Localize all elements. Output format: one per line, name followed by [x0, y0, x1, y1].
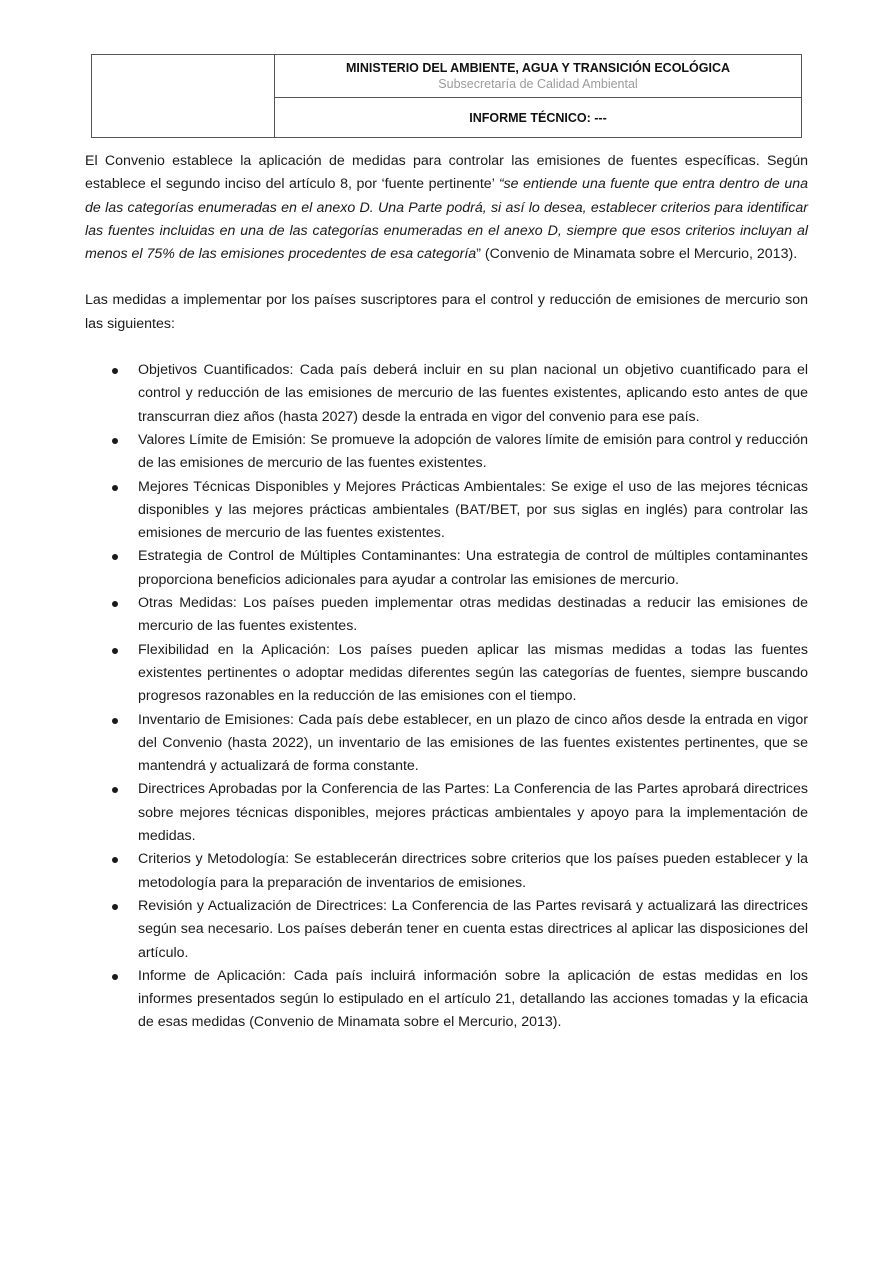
list-item: [85, 848, 808, 895]
bullet-icon: [112, 974, 118, 980]
list-item-text: Estrategia de Control de Múltiples Contaminantes: Una estrategia de control de múltiples contaminantes proporciona beneficios adicionales para ayudar a controlar las emisiones de mercurio.: [138, 548, 808, 588]
document-body: [85, 150, 808, 1035]
list-item-text: Valores Límite de Emisión: Se promueve la adopción de valores límite de emisión para control y reducción de las emisiones de mercurio de las fuentes existentes.: [138, 431, 808, 472]
header-title-column: [275, 55, 801, 137]
bullet-icon: [112, 718, 118, 724]
bullet-icon: [112, 648, 118, 654]
ministry-name: MINISTERIO DEL AMBIENTE, AGUA Y TRANSICIÓN ECOLÓGICA: [345, 61, 731, 75]
list-item: [85, 476, 808, 546]
list-item-text: Revisión y Actualización de Directrices: La Conferencia de las Partes revisará y actualizará las directrices según sea necesario. Los países deberán tener en cuenta estas directrices al aplicar las disposiciones del artículo.: [138, 897, 808, 961]
subsecretaria-name: Subsecretaría de Calidad Ambiental: [438, 77, 638, 91]
bullet-icon: [112, 554, 118, 560]
bullet-icon: [112, 787, 118, 793]
list-item-text: Inventario de Emisiones: Cada país debe establecer, en un plazo de cinco años desde la entrada en vigor del Convenio (hasta 2022), un inventario de las emisiones de las fuentes existentes pertinentes, que se mantendrá y actualizará de forma constante.: [138, 711, 808, 775]
paragraph-quote: “se entiende una fuente que entra dentro de una de las categorías enumeradas en el anexo D. Una Parte podrá, si así lo desea, establecer criterios para identificar las fuentes incluidas en una de las categorías enumeradas en el anexo D, siempre que esos criterios incluyan al menos el 75% de las emisiones procedentes de esa categoría: [85, 176, 809, 263]
report-title: INFORME TÉCNICO: ---: [469, 110, 607, 125]
list-item-text: Directrices Aprobadas por la Conferencia de las Partes: La Conferencia de las Partes aprobará directrices sobre mejores técnicas disponibles, mejores prácticas ambientales y apoyo para la implementación de medidas.: [138, 781, 808, 845]
paragraph-convenio: [85, 150, 808, 266]
paragraph-intro: El Convenio establece la aplicación de medidas para controlar las emisiones de fuentes específicas. Según establece el segundo inciso del artículo 8, por ‘fuente pertinente’: [85, 153, 808, 193]
list-item: [85, 429, 808, 476]
bullet-icon: [112, 438, 118, 444]
bullet-icon: [112, 485, 118, 491]
header-table: [91, 54, 802, 138]
list-item-text: Flexibilidad en la Aplicación: Los países pueden aplicar las mismas medidas a todas las fuentes existentes pertinentes o adoptar medidas diferentes según las categorías de fuentes, siempre buscando progresos razonables en la reducción de las emisiones con el tiempo.: [138, 641, 808, 705]
list-item: [85, 709, 808, 779]
list-item: [85, 639, 808, 709]
list-item-text: Otras Medidas: Los países pueden implementar otras medidas destinadas a reducir las emisiones de mercurio de las fuentes existentes.: [138, 595, 808, 635]
paragraph-medidas: Las medidas a implementar por los países suscriptores para el control y reducción de emisiones de mercurio son las siguientes:: [85, 292, 808, 332]
bullet-icon: [112, 368, 118, 374]
list-item: [85, 592, 808, 639]
measures-list: [85, 359, 808, 1035]
header-title-cell: [275, 55, 801, 98]
list-item: [85, 965, 808, 1035]
list-item-text: Informe de Aplicación: Cada país incluirá información sobre la aplicación de estas medidas en los informes presentados según lo estipulado en el artículo 21, detallando las acciones tomadas y la eficacia de esas medidas (Convenio de Minamata sobre el Mercurio, 2013).: [138, 967, 808, 1031]
logo-cell: [92, 55, 275, 137]
bullet-icon: [112, 601, 118, 607]
list-item: [85, 778, 808, 848]
list-item-text: Criterios y Metodología: Se establecerán directrices sobre criterios que los países pueden establecer y la metodología para la preparación de inventarios de emisiones.: [138, 851, 808, 891]
list-item-text: Objetivos Cuantificados: Cada país deberá incluir en su plan nacional un objetivo cuantificado para el control y reducción de las emisiones de mercurio de las fuentes existentes, aplicando esto antes de que transcurran diez años (hasta 2027) desde la entrada en vigor del convenio para ese país.: [138, 362, 808, 425]
list-item-text: Mejores Técnicas Disponibles y Mejores Prácticas Ambientales: Se exige el uso de las mejores técnicas disponibles y las mejores prácticas ambientales (BAT/BET, por sus siglas en inglés) para controlar las emisiones de mercurio de las fuentes existentes.: [138, 478, 808, 542]
list-item: [85, 545, 808, 592]
list-item: [85, 359, 808, 429]
paragraph-citation: ” (Convenio de Minamata sobre el Mercurio, 2013).: [476, 246, 798, 263]
list-item: [85, 895, 808, 965]
bullet-icon: [112, 904, 118, 910]
bullet-icon: [112, 857, 118, 863]
